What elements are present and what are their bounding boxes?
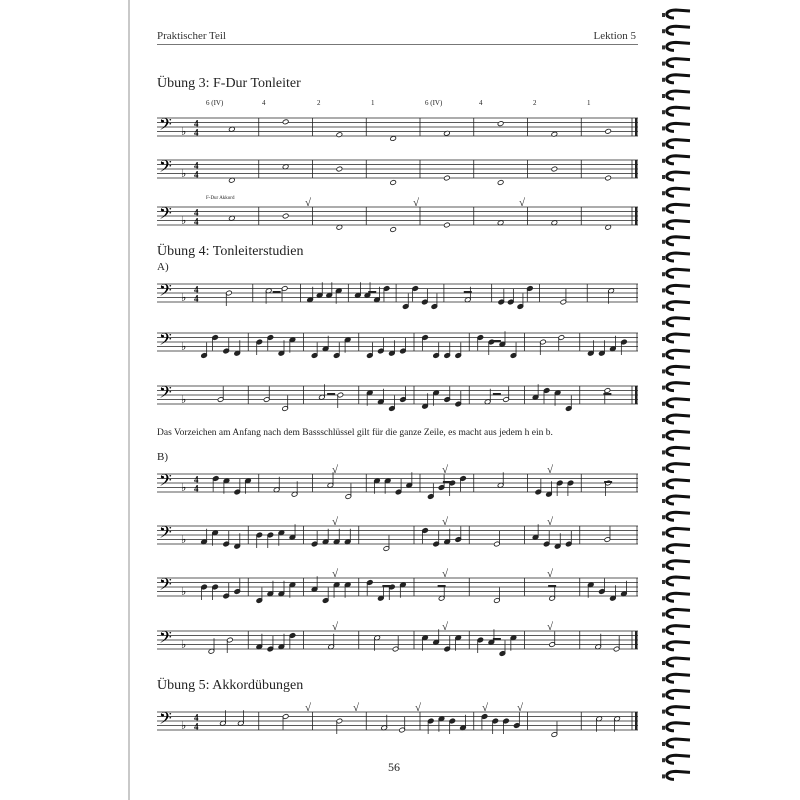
half-rest	[548, 585, 556, 587]
staff-7	[157, 464, 638, 504]
time-signature-top: 4	[194, 712, 199, 723]
bass-clef-icon: 𝄢	[159, 522, 172, 546]
breath-check-mark-icon: √	[482, 702, 489, 714]
fingering-3: 2	[317, 99, 321, 107]
breath-check-mark-icon: √	[442, 516, 449, 528]
flat-key-signature-icon: ♭	[181, 167, 187, 180]
time-signature-bottom: 4	[194, 216, 199, 227]
binding-hole	[662, 386, 665, 390]
binding-hole	[662, 693, 665, 697]
part-b-label: B)	[157, 451, 168, 463]
binding-hole	[662, 499, 665, 503]
binding-hole	[662, 467, 665, 471]
final-barline	[635, 207, 638, 225]
breath-check-mark-icon: √	[547, 464, 554, 476]
note-head	[444, 175, 451, 181]
staff-11	[157, 702, 638, 742]
binding-ring	[667, 91, 690, 99]
binding-ring	[667, 107, 690, 115]
flat-key-signature-icon: ♭	[181, 393, 187, 406]
binding-ring	[667, 415, 690, 423]
bass-clef-icon: 𝄢	[159, 329, 172, 353]
binding-ring	[667, 707, 690, 715]
breath-check-mark-icon: √	[547, 568, 554, 580]
breath-check-mark-icon: √	[415, 702, 422, 714]
breath-check-mark-icon: √	[413, 197, 420, 209]
note-head	[444, 222, 451, 228]
staff-9	[157, 568, 638, 608]
breath-check-mark-icon: √	[442, 621, 449, 633]
note-head	[282, 119, 289, 125]
part-a-label: A)	[157, 261, 169, 273]
breath-check-mark-icon: √	[519, 197, 526, 209]
binding-hole	[662, 726, 665, 730]
time-signature-top: 4	[194, 284, 199, 295]
binding-ring	[667, 188, 690, 196]
binding-ring	[667, 658, 690, 666]
binding-hole	[662, 661, 665, 665]
binding-ring	[667, 350, 690, 358]
breath-check-mark-icon: √	[517, 702, 524, 714]
breath-check-mark-icon: √	[305, 702, 312, 714]
binding-ring	[667, 577, 690, 585]
binding-hole	[662, 62, 665, 66]
flat-key-signature-icon: ♭	[181, 214, 187, 227]
binding-ring	[667, 318, 690, 326]
breath-check-mark-icon: √	[353, 702, 360, 714]
binding-ring	[667, 221, 690, 229]
exercise-3-title: Übung 3: F-Dur Tonleiter	[157, 76, 301, 91]
binding-ring	[667, 561, 690, 569]
binding-hole	[662, 596, 665, 600]
binding-ring	[667, 755, 690, 763]
breath-check-mark-icon: √	[547, 621, 554, 633]
binding-hole	[662, 369, 665, 373]
binding-hole	[662, 515, 665, 519]
fingering-4: 1	[371, 99, 375, 107]
binding-hole	[662, 580, 665, 584]
running-header-right: Lektion 5	[593, 30, 636, 42]
flat-key-signature-icon: ♭	[181, 719, 187, 732]
note-head	[282, 213, 289, 219]
flat-key-signature-icon: ♭	[181, 585, 187, 598]
binding-ring	[667, 480, 690, 488]
time-signature-top: 4	[194, 118, 199, 129]
page-edge	[128, 0, 130, 800]
binding-hole	[662, 629, 665, 633]
binding-hole	[662, 110, 665, 114]
bass-clef-icon: 𝄢	[159, 203, 172, 227]
flat-key-signature-icon: ♭	[181, 533, 187, 546]
binding-hole	[662, 612, 665, 616]
binding-ring	[667, 123, 690, 131]
binding-ring	[667, 593, 690, 601]
staff-3	[157, 197, 638, 237]
staff-5	[157, 323, 638, 363]
staff-1	[157, 108, 638, 148]
final-barline	[635, 712, 638, 730]
final-barline	[635, 631, 638, 649]
header-rule	[157, 44, 638, 45]
binding-hole	[662, 175, 665, 179]
binding-ring	[667, 642, 690, 650]
binding-ring	[667, 204, 690, 212]
binding-hole	[662, 207, 665, 211]
note-head	[336, 132, 343, 138]
binding-hole	[662, 531, 665, 535]
binding-hole	[662, 126, 665, 130]
bass-clef-icon: 𝄢	[159, 574, 172, 598]
binding-hole	[662, 337, 665, 341]
binding-hole	[662, 548, 665, 552]
fingering-8: 1	[587, 99, 591, 107]
binding-ring	[667, 528, 690, 536]
binding-ring	[667, 42, 690, 50]
time-signature-bottom: 4	[194, 293, 199, 304]
binding-ring	[667, 771, 690, 779]
staff-6	[157, 376, 638, 416]
fingering-2: 4	[262, 99, 266, 107]
half-rest	[493, 340, 501, 342]
binding-hole	[662, 483, 665, 487]
breath-check-mark-icon: √	[332, 516, 339, 528]
binding-ring	[667, 609, 690, 617]
binding-hole	[662, 450, 665, 454]
bass-clef-icon: 𝄢	[159, 156, 172, 180]
binding-ring	[667, 626, 690, 634]
bass-clef-icon: 𝄢	[159, 627, 172, 651]
half-rest	[493, 638, 501, 640]
binding-hole	[662, 94, 665, 98]
breath-check-mark-icon: √	[305, 197, 312, 209]
flat-key-signature-icon: ♭	[181, 291, 187, 304]
fingering-5: 6 (IV)	[425, 99, 443, 107]
note-head	[497, 121, 504, 127]
bass-clef-icon: 𝄢	[159, 470, 172, 494]
half-rest	[368, 291, 376, 293]
binding-ring	[667, 690, 690, 698]
binding-hole	[662, 143, 665, 147]
binding-ring	[667, 512, 690, 520]
binding-ring	[667, 302, 690, 310]
final-barline	[635, 160, 638, 178]
chord-label: F-Dur Akkord	[206, 196, 235, 201]
binding-ring	[667, 285, 690, 293]
binding-ring	[667, 723, 690, 731]
binding-hole	[662, 321, 665, 325]
binding-hole	[662, 645, 665, 649]
half-rest	[604, 481, 612, 483]
fingering-6: 4	[479, 99, 483, 107]
note-head	[605, 175, 612, 181]
key-signature-note: Das Vorzeichen am Anfang nach dem Bassschlüssel gilt für die ganze Zeile, es macht aus jedem h ein b.	[157, 428, 553, 438]
staff-8	[157, 516, 638, 556]
bass-clef-icon: 𝄢	[159, 114, 172, 138]
binding-hole	[662, 758, 665, 762]
bass-clef-icon: 𝄢	[159, 382, 172, 406]
final-barline	[635, 118, 638, 136]
exercise-5-title: Übung 5: Akkordübungen	[157, 678, 304, 693]
binding-ring	[667, 334, 690, 342]
binding-hole	[662, 288, 665, 292]
binding-hole	[662, 256, 665, 260]
half-rest	[327, 393, 335, 395]
binding-hole	[662, 402, 665, 406]
binding-hole	[662, 418, 665, 422]
breath-check-mark-icon: √	[332, 464, 339, 476]
exercise-4-title: Übung 4: Tonleiterstudien	[157, 244, 304, 259]
half-rest	[438, 585, 446, 587]
final-barline	[635, 386, 638, 404]
binding-ring	[667, 366, 690, 374]
binding-hole	[662, 45, 665, 49]
breath-check-mark-icon: √	[547, 516, 554, 528]
bass-clef-icon: 𝄢	[159, 708, 172, 732]
binding-hole	[662, 78, 665, 82]
half-rest	[603, 393, 611, 395]
flat-key-signature-icon: ♭	[181, 340, 187, 353]
staff-10	[157, 621, 638, 661]
binding-ring	[667, 172, 690, 180]
note-head	[605, 128, 612, 134]
binding-hole	[662, 305, 665, 309]
fingering-7: 2	[533, 99, 537, 107]
binding-ring	[667, 383, 690, 391]
time-signature-top: 4	[194, 474, 199, 485]
breath-check-mark-icon: √	[442, 464, 449, 476]
binding-ring	[667, 253, 690, 261]
binding-hole	[662, 272, 665, 276]
spiral-binding	[660, 0, 800, 800]
binding-ring	[667, 75, 690, 83]
binding-hole	[662, 13, 665, 17]
binding-hole	[662, 29, 665, 33]
staff-4	[157, 274, 638, 314]
note-head	[336, 166, 343, 172]
binding-ring	[667, 739, 690, 747]
binding-ring	[667, 237, 690, 245]
staff-2	[157, 150, 638, 190]
binding-ring	[667, 399, 690, 407]
half-rest	[493, 393, 501, 395]
binding-hole	[662, 353, 665, 357]
flat-key-signature-icon: ♭	[181, 125, 187, 138]
note-head	[497, 180, 504, 186]
binding-ring	[667, 156, 690, 164]
flat-key-signature-icon: ♭	[181, 638, 187, 651]
binding-ring	[667, 674, 690, 682]
note-head	[390, 136, 397, 142]
running-header-left: Praktischer Teil	[157, 30, 226, 42]
note-head	[390, 180, 397, 186]
binding-ring	[667, 464, 690, 472]
binding-hole	[662, 191, 665, 195]
half-rest	[443, 481, 451, 483]
binding-ring	[667, 545, 690, 553]
half-rest	[382, 585, 390, 587]
binding-ring	[667, 269, 690, 277]
breath-check-mark-icon: √	[332, 568, 339, 580]
binding-hole	[662, 564, 665, 568]
binding-hole	[662, 710, 665, 714]
binding-hole	[662, 742, 665, 746]
fingering-1: 6 (IV)	[206, 99, 224, 107]
binding-ring	[667, 10, 690, 18]
binding-ring	[667, 59, 690, 67]
breath-check-mark-icon: √	[332, 621, 339, 633]
binding-hole	[662, 774, 665, 778]
bass-clef-icon: 𝄢	[159, 280, 172, 304]
binding-hole	[662, 677, 665, 681]
note-head	[390, 227, 397, 233]
time-signature-bottom: 4	[194, 483, 199, 494]
binding-hole	[662, 159, 665, 163]
binding-ring	[667, 496, 690, 504]
note-head	[551, 166, 558, 172]
page-number: 56	[388, 760, 400, 774]
time-signature-top: 4	[194, 207, 199, 218]
binding-hole	[662, 224, 665, 228]
breath-check-mark-icon: √	[442, 568, 449, 580]
flat-key-signature-icon: ♭	[181, 481, 187, 494]
binding-ring	[667, 140, 690, 148]
half-rest	[273, 291, 281, 293]
half-rest	[464, 291, 472, 293]
binding-ring	[667, 447, 690, 455]
time-signature-bottom: 4	[194, 721, 199, 732]
binding-ring	[667, 26, 690, 34]
time-signature-bottom: 4	[194, 169, 199, 180]
time-signature-bottom: 4	[194, 127, 199, 138]
binding-hole	[662, 434, 665, 438]
binding-ring	[667, 431, 690, 439]
binding-hole	[662, 240, 665, 244]
time-signature-top: 4	[194, 160, 199, 171]
